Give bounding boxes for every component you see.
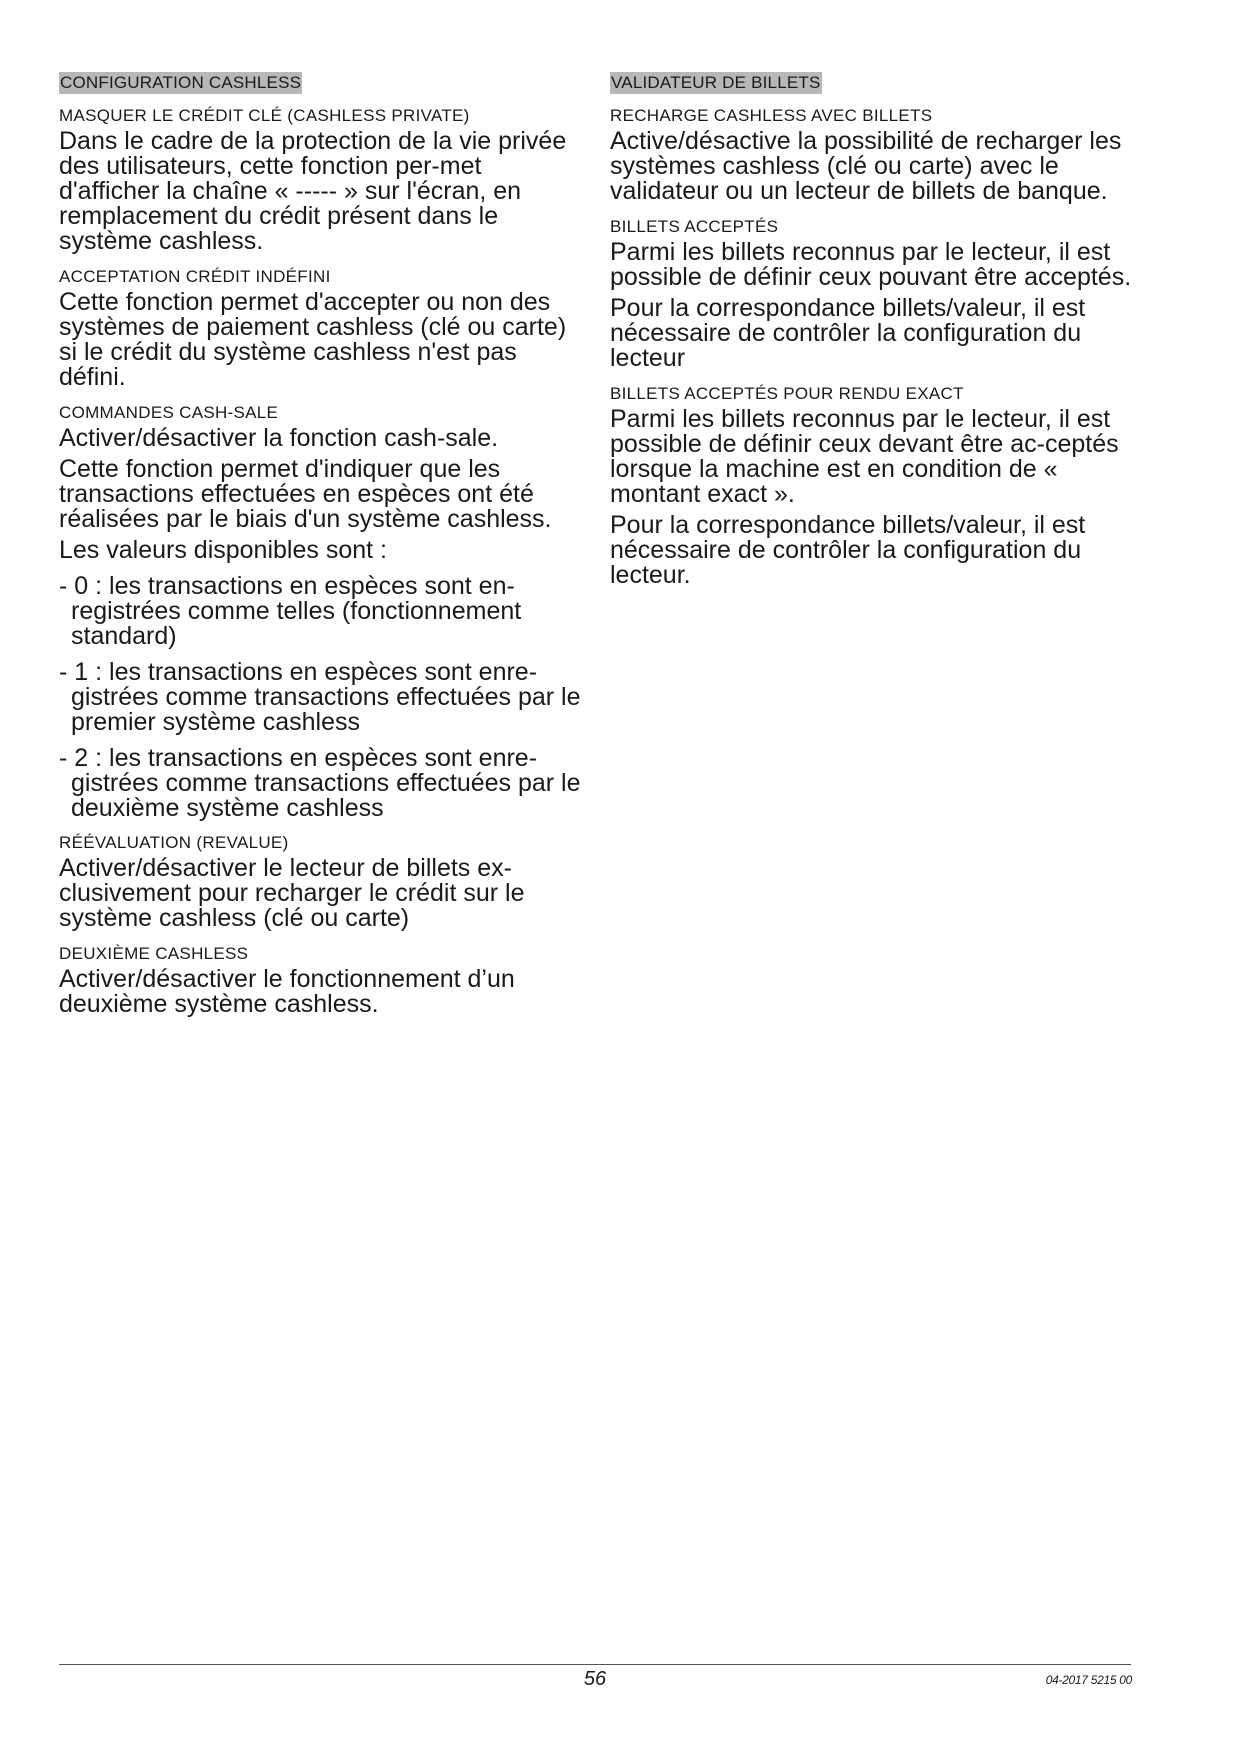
heading-deuxieme-cashless: DEUXIÈME CASHLESS: [59, 944, 249, 963]
section-title-validateur-billets: VALIDATEUR DE BILLETS: [611, 73, 821, 92]
document-code: 04-2017 5215 00: [1045, 1673, 1132, 1687]
heading-billets-acceptes: BILLETS ACCEPTÉS: [610, 217, 779, 236]
list-item-value-1: - 1 : les transactions en espèces sont enre-gistrées comme transactions effectuées par le premier système cashless: [59, 658, 581, 736]
heading-recharge-cashless: RECHARGE CASHLESS AVEC BILLETS: [610, 106, 933, 125]
footer-divider: [59, 1664, 1131, 1665]
paragraph-billets-acceptes-1: Parmi les billets reconnus par le lecteur, il est possible de définir ceux pouvant être acceptés.: [610, 238, 1132, 291]
paragraph-rendu-exact-2: Pour la correspondance billets/valeur, il est nécessaire de contrôler la configuration du lecteur.: [610, 511, 1086, 589]
paragraph-rendu-exact-1: Parmi les billets reconnus par le lecteur, il est possible de définir ceux devant être ac-ceptés lorsque la machine est en condition de « montant exact ».: [610, 405, 1119, 508]
heading-commandes-cash-sale: COMMANDES CASH-SALE: [59, 403, 279, 422]
heading-reevaluation: RÉÉVALUATION (REVALUE): [59, 833, 289, 852]
list-item-value-2: - 2 : les transactions en espèces sont enre-gistrées comme transactions effectuées par le deuxième système cashless: [59, 744, 581, 822]
heading-rendu-exact: BILLETS ACCEPTÉS POUR RENDU EXACT: [610, 384, 964, 403]
list-item-value-0: - 0 : les transactions en espèces sont en-registrées comme telles (fonctionnement standard): [59, 572, 522, 650]
page-number: 56: [583, 1668, 607, 1690]
paragraph-masquer-credit: Dans le cadre de la protection de la vie privée des utilisateurs, cette fonction per-met d'afficher la chaîne « ----- » sur l'écran, en remplacement du crédit présent dans le système cashless.: [59, 127, 567, 255]
paragraph-acceptation-credit: Cette fonction permet d'accepter ou non des systèmes de paiement cashless (clé ou carte) si le crédit du système cashless n'est pas défini.: [59, 288, 567, 391]
paragraph-recharge-cashless: Active/désactive la possibilité de recharger les systèmes cashless (clé ou carte) avec le validateur ou un lecteur de billets de banque.: [610, 127, 1122, 205]
heading-acceptation-credit: ACCEPTATION CRÉDIT INDÉFINI: [59, 267, 331, 286]
heading-masquer-credit: MASQUER LE CRÉDIT CLÉ (CASHLESS PRIVATE): [59, 106, 470, 125]
paragraph-values-intro: Les valeurs disponibles sont :: [59, 536, 387, 564]
left-column: [59, 72, 584, 1023]
paragraph-reevaluation: Activer/désactiver le lecteur de billets ex-clusivement pour recharger le crédit sur le système cashless (clé ou carte): [59, 854, 525, 932]
paragraph-cash-sale-description: Cette fonction permet d'indiquer que les transactions effectuées en espèces ont été réalisées par le biais d'un système cashless.: [59, 455, 552, 533]
section-title-configuration-cashless: CONFIGURATION CASHLESS: [60, 73, 302, 92]
paragraph-cash-sale-toggle: Activer/désactiver la fonction cash-sale.: [59, 424, 499, 452]
paragraph-billets-acceptes-2: Pour la correspondance billets/valeur, il est nécessaire de contrôler la configuration du lecteur: [610, 294, 1086, 372]
right-column: [610, 72, 1135, 594]
paragraph-deuxieme-cashless: Activer/désactiver le fonctionnement d’un deuxième système cashless.: [59, 965, 515, 1018]
